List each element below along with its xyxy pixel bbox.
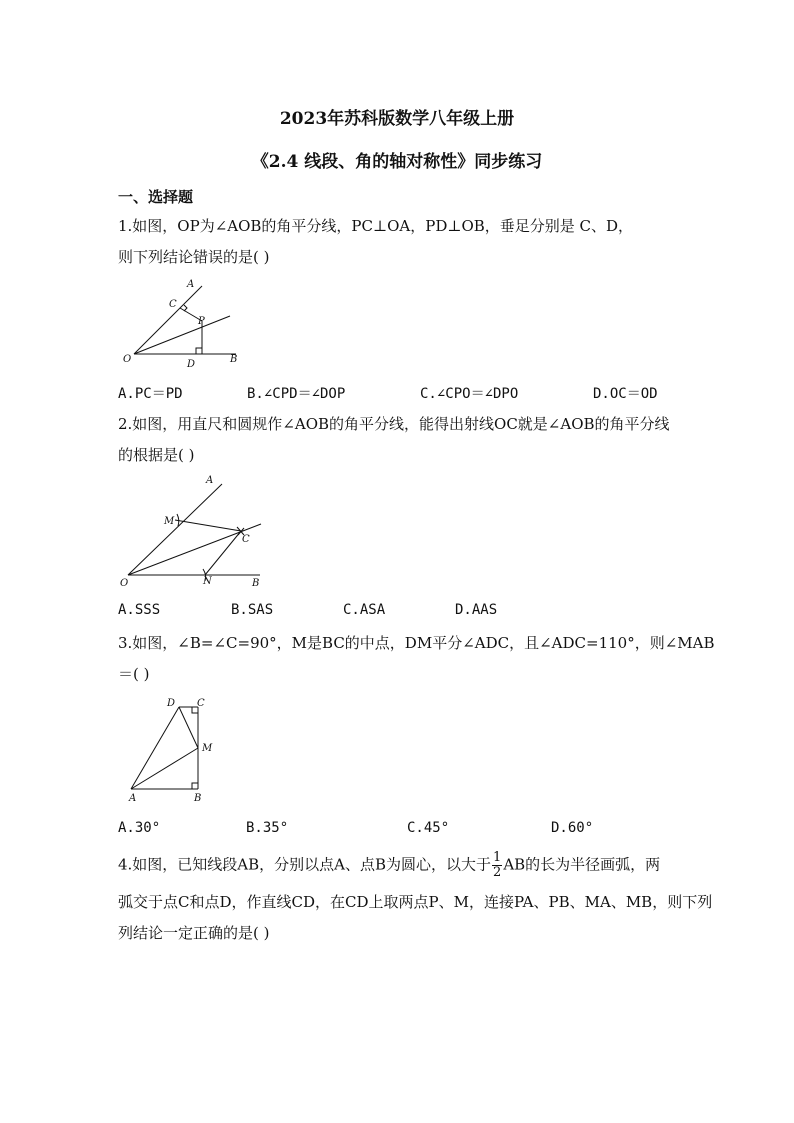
q1-text-line2: 则下列结论错误的是( ): [118, 248, 270, 266]
q1-label-d: D: [187, 359, 196, 370]
q2-segment-mc: [175, 520, 241, 531]
q1-option-d[interactable]: D.OC＝OD: [593, 386, 658, 402]
q2-option-c[interactable]: C.ASA: [343, 602, 386, 618]
q4-text-line2: 弧交于点C和点D，作直线CD，在CD上取两点P、M，连接PA、PB、MA、MB，则下列: [118, 893, 713, 911]
q1-label-p: P: [198, 316, 205, 327]
q3-label-m: M: [202, 743, 213, 754]
q3-right-angle-b: [192, 783, 198, 789]
q1-option-b[interactable]: B.∠CPD＝∠DOP: [247, 386, 346, 402]
q3-option-c[interactable]: C.45°: [407, 820, 450, 836]
q2-label-o: O: [120, 578, 129, 589]
q2-option-b[interactable]: B.SAS: [231, 602, 274, 618]
q4-text-line1: [118, 851, 660, 880]
q4-fraction-one-half: [492, 851, 502, 880]
q2-label-a: A: [206, 475, 214, 486]
q3-text-line2: ＝( ): [118, 665, 150, 683]
q3-option-d[interactable]: D.60°: [551, 820, 594, 836]
q3-label-d: D: [167, 698, 176, 709]
q3-label-b: B: [194, 793, 202, 804]
q1-label-b: B: [230, 354, 238, 365]
q1-text-line1: 1.如图，OP为∠AOB的角平分线，PC⊥OA，PD⊥OB，垂足分别是 C、D，: [118, 217, 634, 235]
q4-fraction-denominator: 2: [493, 865, 502, 880]
q2-label-m: M: [164, 516, 175, 527]
q3-label-c: C: [197, 698, 205, 709]
q2-ray-oa: [128, 484, 222, 575]
q3-label-a: A: [129, 793, 137, 804]
document-title: 2023年苏科版数学八年级上册: [279, 109, 515, 129]
q1-figure: [118, 278, 248, 370]
q1-ray-op: [134, 316, 230, 354]
q4-text-line1-pre: 4.如图，已知线段AB，分别以点A、点B为圆心，以大于: [118, 855, 492, 874]
q1-right-angle-d: [196, 348, 202, 354]
q2-text-line1: 2.如图，用直尺和圆规作∠AOB的角平分线，能得出射线OC就是∠AOB的角平分线: [118, 415, 670, 433]
q1-ray-oa: [134, 286, 202, 354]
q1-right-angle-c: [184, 305, 187, 311]
q2-segment-nc: [205, 531, 241, 575]
q3-figure: [118, 694, 228, 806]
q4-fraction-numerator: 1: [493, 850, 502, 865]
q1-label-o: O: [123, 354, 132, 365]
q1-label-c: C: [169, 299, 177, 310]
q1-label-a: A: [187, 279, 195, 290]
q3-text-line1: 3.如图，∠B=∠C=90°，M是BC的中点，DM平分∠ADC，且∠ADC=110°，则∠MAB: [118, 634, 715, 652]
document-subtitle: 《2.4 线段、角的轴对称性》同步练习: [251, 152, 543, 172]
q3-segment-am: [131, 748, 198, 789]
q2-option-a[interactable]: A.SSS: [118, 602, 161, 618]
q2-label-n: N: [203, 576, 212, 587]
q2-option-d[interactable]: D.AAS: [455, 602, 498, 618]
q1-option-a[interactable]: A.PC＝PD: [118, 386, 183, 402]
q2-figure: [118, 474, 268, 590]
q2-label-c: C: [242, 534, 250, 545]
q2-label-b: B: [252, 578, 260, 589]
section-heading: 一、选择题: [118, 188, 194, 206]
q4-text-line1-post: AB的长为半径画弧，两: [503, 855, 661, 874]
q4-text-line3: 列结论一定正确的是( ): [118, 924, 270, 942]
q2-text-line2: 的根据是( ): [118, 446, 195, 464]
q3-option-a[interactable]: A.30°: [118, 820, 161, 836]
q1-option-c[interactable]: C.∠CPO＝∠DPO: [420, 386, 519, 402]
q3-option-b[interactable]: B.35°: [246, 820, 289, 836]
q3-segment-da: [131, 707, 179, 789]
